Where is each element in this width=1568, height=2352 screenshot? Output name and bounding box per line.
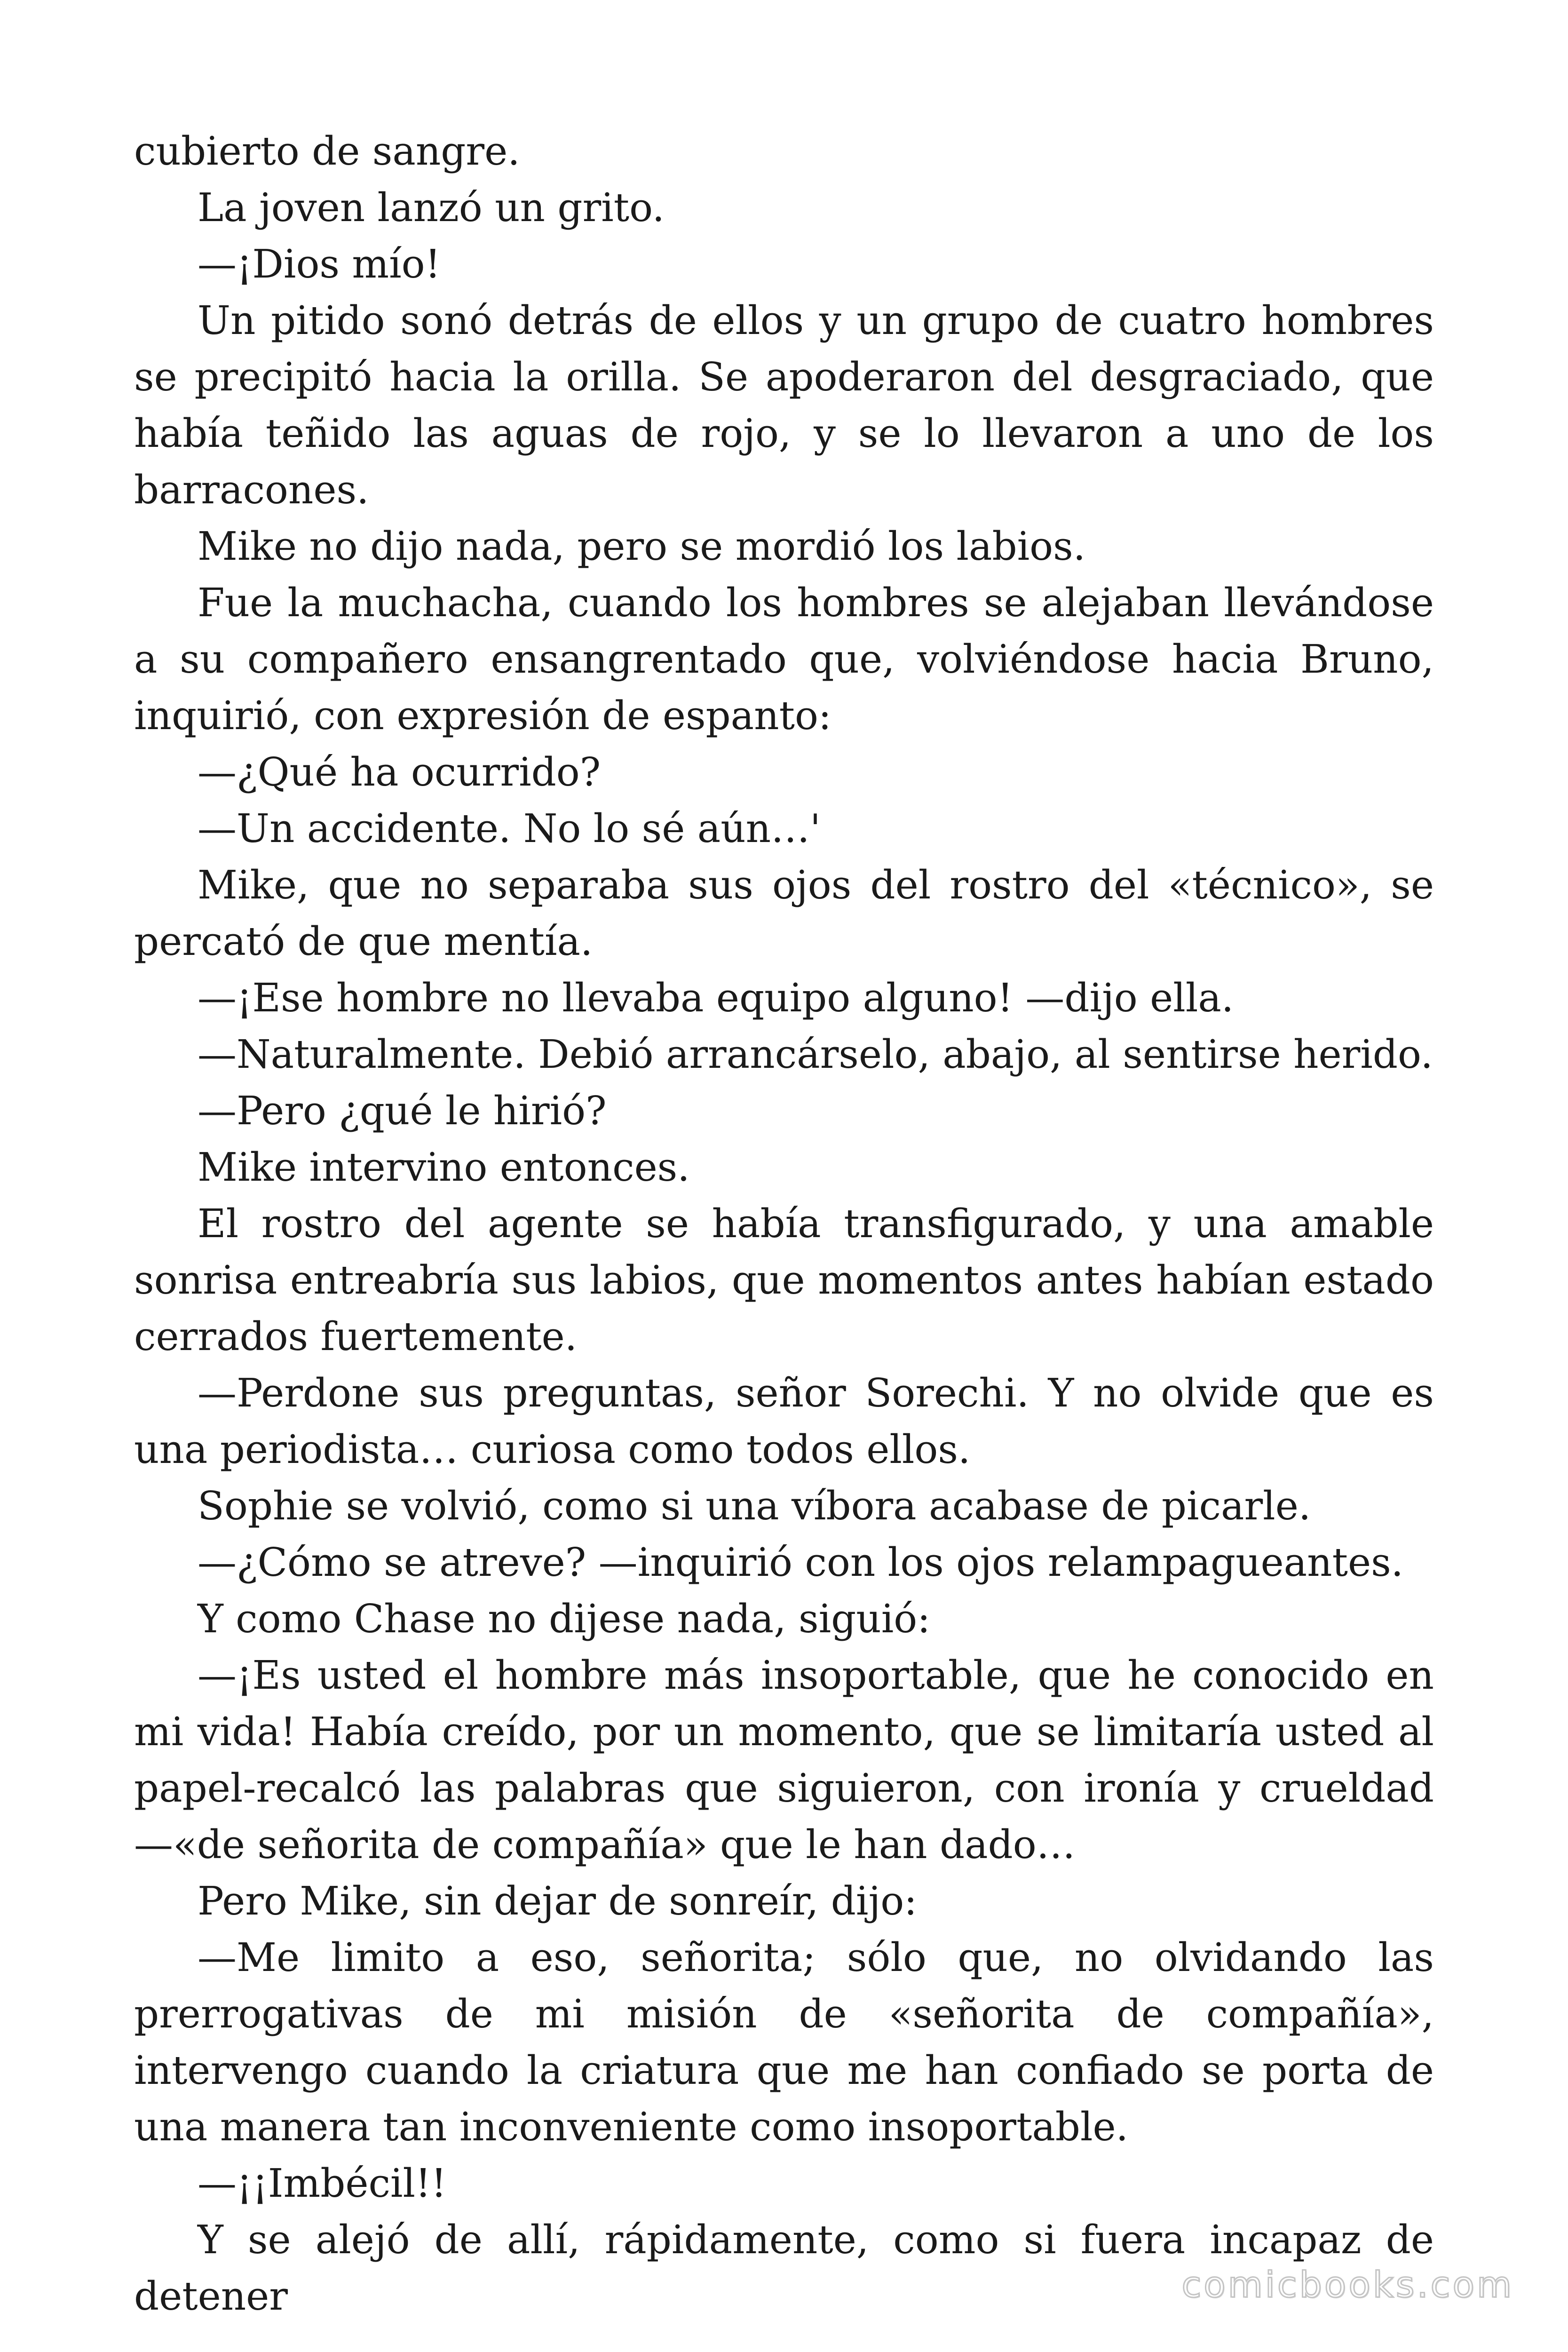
paragraph: —¿Qué ha ocurrido?	[198, 749, 601, 795]
paragraph: El rostro del agente se había transfigurado, y una amable sonrisa entreabría sus labios, que momentos antes habían estado cerrados fuertemente.	[134, 1201, 1434, 1359]
paragraph: —Naturalmente. Debió arrancárselo, abajo, al sentirse herido.	[198, 1032, 1433, 1077]
paragraph: —¡Ese hombre no llevaba equipo alguno! —dijo ella.	[198, 975, 1234, 1021]
paragraph: —¡Dios mío!	[198, 241, 441, 287]
paragraph: Y se alejó de allí, rápidamente, como si fuera incapaz de detener	[134, 2217, 1434, 2319]
paragraph: Y como Chase no dijese nada, siguió:	[198, 1596, 931, 1642]
paragraph: Pero Mike, sin dejar de sonreír, dijo:	[198, 1878, 918, 1924]
paragraph: —Un accidente. No lo sé aún…'	[198, 806, 821, 851]
paragraph: Fue la muchacha, cuando los hombres se alejaban llevándose a su compañero ensangrentado que, volviéndose hacia Bruno, inquirió, con expresión de espanto:	[134, 580, 1434, 739]
paragraph: —Perdone sus preguntas, señor Sorechi. Y no olvide que es una periodista… curiosa como todos ellos.	[134, 1370, 1434, 1472]
paragraph: —Me limito a eso, señorita; sólo que, no olvidando las prerrogativas de mi misión de «señorita de compañía», intervengo cuando la criatura que me han confiado se porta de una manera tan inconveniente como insoportable.	[134, 1935, 1434, 2150]
paragraph: —Pero ¿qué le hirió?	[198, 1088, 607, 1134]
paragraph: cubierto de sangre.	[134, 128, 520, 174]
watermark: comicbooks.com	[1181, 2264, 1514, 2305]
paragraph: Mike, que no separaba sus ojos del rostro del «técnico», se percató de que mentía.	[134, 862, 1434, 964]
paragraph: Un pitido sonó detrás de ellos y un grupo de cuatro hombres se precipitó hacia la orilla. Se apoderaron del desgraciado, que había teñido las aguas de rojo, y se lo llevaron a uno de los barracones.	[134, 298, 1434, 513]
paragraph: La joven lanzó un grito.	[198, 185, 665, 230]
paragraph: —¿Cómo se atreve? —inquirió con los ojos relampagueantes.	[198, 1540, 1404, 1585]
paragraph: Mike intervino entonces.	[198, 1144, 690, 1190]
book-page-text	[134, 123, 1434, 2325]
paragraph: Sophie se volvió, como si una víbora acabase de picarle.	[198, 1483, 1311, 1529]
paragraph: Mike no dijo nada, pero se mordió los labios.	[198, 524, 1086, 569]
paragraph: —¡Es usted el hombre más insoportable, que he conocido en mi vida! Había creído, por un momento, que se limitaría usted al papel-recalcó las palabras que siguieron, con ironía y crueldad —«de señorita de compañía» que le han dado…	[134, 1653, 1434, 1867]
paragraph: —¡¡Imbécil!!	[198, 2161, 447, 2206]
